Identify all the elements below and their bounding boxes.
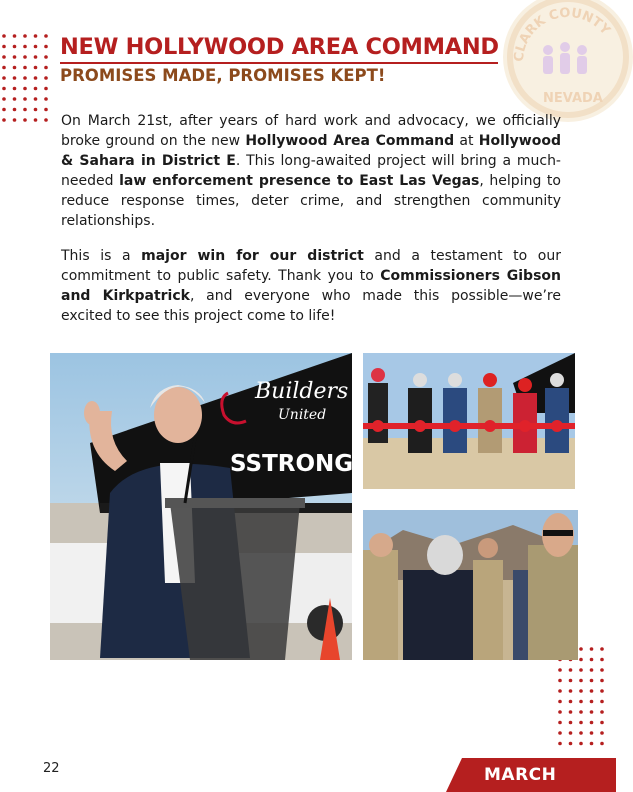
seal-arc-text: CLARK COUNTY <box>511 5 613 63</box>
decorative-dot <box>558 731 562 735</box>
decorative-dot <box>2 66 6 70</box>
highlight-major-win: major win for our district <box>141 248 364 264</box>
decorative-dot <box>579 679 583 683</box>
decorative-dot <box>34 87 38 91</box>
decorative-dot <box>600 647 604 651</box>
decorative-dot <box>34 108 38 112</box>
decorative-dot <box>590 668 594 672</box>
highlight-hollywood-area-command: Hollywood Area Command <box>245 133 455 149</box>
decorative-dot <box>558 668 562 672</box>
month-label: MARCH <box>484 765 557 785</box>
decorative-dot <box>600 731 604 735</box>
decorative-dot <box>13 118 17 122</box>
decorative-dot <box>44 97 48 101</box>
decorative-dot <box>590 731 594 735</box>
decorative-dot <box>44 66 48 70</box>
decorative-dot <box>2 34 6 38</box>
highlight-law-enforcement: law enforcement presence to East Las Vegas <box>119 173 480 189</box>
photo-groundbreaking-ceremony <box>363 353 575 489</box>
decorative-dot <box>558 689 562 693</box>
clark-county-seal-logo <box>503 0 633 122</box>
decorative-dot <box>558 679 562 683</box>
title-underline <box>60 62 498 64</box>
decorative-dot <box>558 742 562 746</box>
decorative-dot <box>600 721 604 725</box>
decorative-dot <box>600 679 604 683</box>
seal-bottom-text: NEVADA <box>543 91 603 106</box>
decorative-dot <box>569 710 573 714</box>
decorative-dot <box>579 710 583 714</box>
decorative-dot <box>13 87 17 91</box>
decorative-dot <box>23 34 27 38</box>
decorative-dot <box>579 689 583 693</box>
decorative-dot <box>558 700 562 704</box>
decorative-dot <box>590 721 594 725</box>
decorative-dot <box>590 679 594 683</box>
decorative-dot <box>579 731 583 735</box>
decorative-dot <box>2 76 6 80</box>
decorative-dot <box>590 700 594 704</box>
decorative-dot <box>579 700 583 704</box>
intro-paragraph: On March 21st, after years of hard work and advocacy, we officially broke ground on the new Hollywood Area Command at Hollywood & Sahara in District E. This long-awaited project will bring a much-needed law enforcement presence to East Las Vegas, helping to reduce response times, deter crime, and strengthen community relationships. <box>61 113 561 229</box>
decorative-dot <box>44 34 48 38</box>
decorative-dot <box>34 118 38 122</box>
highlight-commissioners: Commissioners Gibson and Kirkpatrick <box>61 268 561 304</box>
decorative-dot <box>579 658 583 662</box>
decorative-dot <box>590 710 594 714</box>
decorative-dot <box>2 118 6 122</box>
decorative-dot <box>2 87 6 91</box>
decorative-dot <box>34 55 38 59</box>
decorative-dot <box>600 742 604 746</box>
decorative-dot <box>23 55 27 59</box>
decorative-dot <box>600 668 604 672</box>
decorative-dot <box>23 97 27 101</box>
decorative-dot <box>44 118 48 122</box>
decorative-dot <box>13 45 17 49</box>
decorative-dot <box>34 97 38 101</box>
decorative-dot <box>600 710 604 714</box>
decorative-dot <box>13 66 17 70</box>
decorative-dot <box>558 710 562 714</box>
decorative-dot <box>600 689 604 693</box>
decorative-dot <box>600 700 604 704</box>
decorative-dot <box>590 658 594 662</box>
thanks-paragraph: This is a major win for our district and a testament to our commitment to public safety. Thank you to Commissioners Gibson and Kirkpatrick, and everyone who made this possible—we’re excited to see this project come to life! <box>61 248 561 324</box>
tent-logo-subtext: United <box>278 407 327 423</box>
page-title: NEW HOLLYWOOD AREA COMMAND <box>60 34 499 60</box>
decorative-dot <box>23 66 27 70</box>
decorative-dot <box>23 76 27 80</box>
tent-logo-text: Builders <box>255 379 349 404</box>
decorative-dot <box>44 76 48 80</box>
decorative-dot <box>590 689 594 693</box>
decorative-dot <box>23 118 27 122</box>
decorative-dot <box>44 87 48 91</box>
decorative-dot <box>23 108 27 112</box>
photo-speaker-at-podium <box>50 353 352 660</box>
decorative-dot <box>44 45 48 49</box>
decorative-dot <box>23 87 27 91</box>
decorative-dot <box>579 742 583 746</box>
decorative-dot <box>579 668 583 672</box>
decorative-dot <box>34 66 38 70</box>
tent-banner-text: SSTRONG <box>230 451 354 477</box>
decorative-dot <box>579 721 583 725</box>
decorative-dot <box>558 721 562 725</box>
decorative-dot <box>13 55 17 59</box>
decorative-dot <box>569 668 573 672</box>
decorative-dot <box>34 34 38 38</box>
decorative-dot <box>34 45 38 49</box>
photo-officers-conversation <box>363 510 578 660</box>
decorative-dot <box>44 108 48 112</box>
decorative-dot <box>569 689 573 693</box>
decorative-dot <box>600 658 604 662</box>
highlight-location: Hollywood & Sahara in District E <box>61 133 561 169</box>
decorative-dot <box>569 731 573 735</box>
page-subtitle: PROMISES MADE, PROMISES KEPT! <box>60 66 386 85</box>
page-number: 22 <box>43 761 60 776</box>
decorative-dot <box>13 34 17 38</box>
decorative-dot <box>590 742 594 746</box>
decorative-dot <box>2 97 6 101</box>
decorative-dot <box>44 55 48 59</box>
decorative-dot <box>2 45 6 49</box>
decorative-dot <box>579 647 583 651</box>
dot-pattern-top-left <box>0 32 50 132</box>
dot-pattern-bottom-right <box>556 645 610 750</box>
decorative-dot <box>569 700 573 704</box>
decorative-dot <box>2 55 6 59</box>
decorative-dot <box>569 721 573 725</box>
decorative-dot <box>23 45 27 49</box>
decorative-dot <box>2 108 6 112</box>
decorative-dot <box>13 108 17 112</box>
decorative-dot <box>569 742 573 746</box>
decorative-dot <box>13 76 17 80</box>
decorative-dot <box>569 679 573 683</box>
decorative-dot <box>34 76 38 80</box>
decorative-dot <box>13 97 17 101</box>
decorative-dot <box>590 647 594 651</box>
